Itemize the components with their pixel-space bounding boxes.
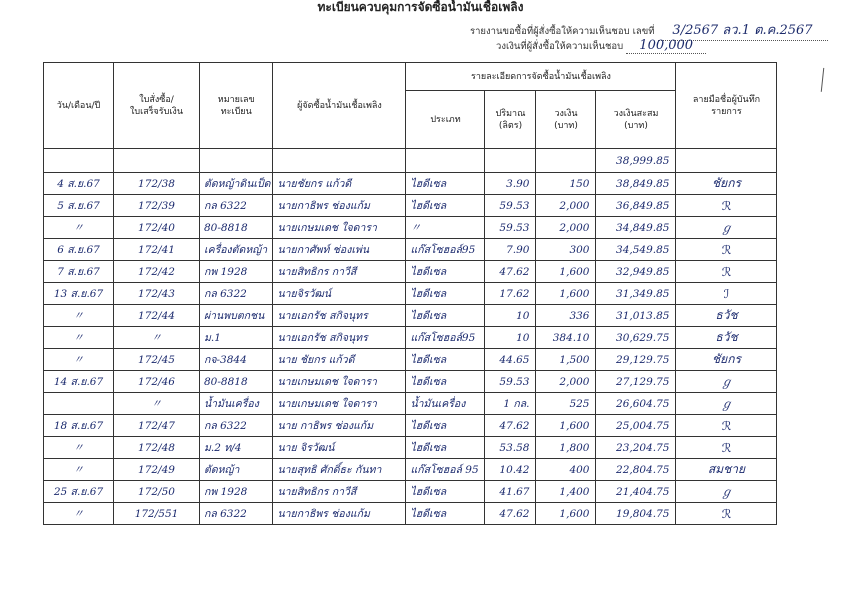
cell-signature: ℛ xyxy=(676,261,777,283)
cell-type: น้ำมันเครื่อง xyxy=(406,393,485,415)
cell-buyer: นายเกษมเดช ใจดารา xyxy=(273,371,406,393)
opening-balance-row xyxy=(44,149,777,173)
cell-signature: ℊ xyxy=(676,371,777,393)
cell-buyer: นายเอกรัช สกิจนุทร xyxy=(273,305,406,327)
cell-signature: ℊ xyxy=(676,481,777,503)
cell-order: 172/47 xyxy=(114,415,200,437)
header-signature-line2: รายการ xyxy=(711,106,742,117)
cell-amount: 1,800 xyxy=(536,437,596,459)
table-row xyxy=(44,415,777,437)
table-row xyxy=(44,481,777,503)
header-order-line1: ใบสั่งซื้อ/ xyxy=(139,94,174,105)
header-qty-line1: ปริมาณ xyxy=(495,108,526,119)
approved-budget-line xyxy=(496,38,706,54)
table-row xyxy=(44,261,777,283)
cell-amount: 1,600 xyxy=(536,283,596,305)
cell-buyer: นายชัยกร แก้วดี xyxy=(273,173,406,195)
cell-signature: ℛ xyxy=(676,415,777,437)
cell-qty: 7.90 xyxy=(485,239,536,261)
header-cumulative-line1: วงเงินสะสม xyxy=(613,108,659,119)
header-detail-group: รายละเอียดการจัดซื้อน้ำมันเชื้อเพลิง xyxy=(406,63,676,91)
cell-signature: ℊ xyxy=(676,393,777,415)
cell-qty: 10.42 xyxy=(485,459,536,481)
cell-amount: 2,000 xyxy=(536,217,596,239)
cell-type: ไฮดีเซล xyxy=(406,261,485,283)
cell-plate: น้ำมันเครื่อง xyxy=(200,393,273,415)
cell-order: 172/48 xyxy=(114,437,200,459)
cell-plate: ม.2 ท/4 xyxy=(200,437,273,459)
cell-qty: 44.65 xyxy=(485,349,536,371)
table-row xyxy=(44,239,777,261)
cell-date: 5 ส.ย.67 xyxy=(44,195,114,217)
header-qty-line2: (ลิตร) xyxy=(498,120,523,131)
cell-order: 172/42 xyxy=(114,261,200,283)
cell-amount: 384.10 xyxy=(536,327,596,349)
cell-qty: 59.53 xyxy=(485,371,536,393)
header-cumulative-line2: (บาท) xyxy=(624,120,648,131)
cell-plate: ตัดหญ้า xyxy=(200,459,273,481)
cell-signature: ℊ xyxy=(676,217,777,239)
approved-budget-label: วงเงินที่ผู้สั่งซื้อให้ความเห็นชอบ xyxy=(496,41,624,52)
cell-type: ไฮดีเซล xyxy=(406,481,485,503)
cell-amount: 1,500 xyxy=(536,349,596,371)
header-date: วัน/เดือน/ปี xyxy=(44,63,114,149)
cell-cumulative: 21,404.75 xyxy=(596,481,676,503)
cell-amount: 1,600 xyxy=(536,503,596,525)
cell-plate: กพ 1928 xyxy=(200,481,273,503)
cell-signature: ℛ xyxy=(676,503,777,525)
cell-cumulative: 31,349.85 xyxy=(596,283,676,305)
cell-plate: กพ 1928 xyxy=(200,261,273,283)
cell-qty: 59.53 xyxy=(485,195,536,217)
cell-buyer: นายเกษมเดช ใจดารา xyxy=(273,217,406,239)
cell-signature: สมชาย xyxy=(676,459,777,481)
cell-signature: ชัยกร xyxy=(676,173,777,195)
cell-date: 7 ส.ย.67 xyxy=(44,261,114,283)
cell-qty: 3.90 xyxy=(485,173,536,195)
table-row xyxy=(44,305,777,327)
cell-amount: 400 xyxy=(536,459,596,481)
cell-plate: กล 6322 xyxy=(200,415,273,437)
header-qty xyxy=(485,91,536,149)
table-row xyxy=(44,371,777,393)
cell-plate: เครื่องตัดหญ้า xyxy=(200,239,273,261)
margin-mark xyxy=(821,68,827,92)
cell-buyer: นายสิทธิกร กาวีสี xyxy=(273,481,406,503)
table-row xyxy=(44,393,777,415)
cell-cumulative: 22,804.75 xyxy=(596,459,676,481)
cell-date: 25 ส.ย.67 xyxy=(44,481,114,503)
cell-plate: กล 6322 xyxy=(200,283,273,305)
header-plate-line1: หมายเลข xyxy=(217,94,255,105)
cell-signature: ℛ xyxy=(676,195,777,217)
cell-amount: 1,600 xyxy=(536,261,596,283)
cell-plate: ตัดหญ้าดินเป็ด xyxy=(200,173,273,195)
header-order xyxy=(114,63,200,149)
cell-type: ไฮดีเซล xyxy=(406,415,485,437)
cell-date: 18 ส.ย.67 xyxy=(44,415,114,437)
cell-type: 〃 xyxy=(406,217,485,239)
cell-date: 13 ส.ย.67 xyxy=(44,283,114,305)
document-title: ทะเบียนควบคุมการจัดซื้อน้ำมันเชื้อเพลิง xyxy=(317,0,524,14)
cell-plate: 80-8818 xyxy=(200,217,273,239)
cell-order: 〃 xyxy=(114,327,200,349)
cell-amount: 2,000 xyxy=(536,195,596,217)
cell-cumulative: 36,849.85 xyxy=(596,195,676,217)
cell-order: 172/45 xyxy=(114,349,200,371)
table-row xyxy=(44,195,777,217)
cell-date: 〃 xyxy=(44,437,114,459)
header-amount-line1: วงเงิน xyxy=(554,108,578,119)
cell-amount: 1,600 xyxy=(536,415,596,437)
cell-type: ไฮดีเซล xyxy=(406,305,485,327)
cell-type: ไฮดีเซล xyxy=(406,437,485,459)
table-row xyxy=(44,283,777,305)
cell-buyer: นาย กาธิพร ช่องแก้ม xyxy=(273,415,406,437)
cell-order: 172/46 xyxy=(114,371,200,393)
cell-amount: 525 xyxy=(536,393,596,415)
cell-type: ไฮดีเซล xyxy=(406,283,485,305)
cell-type: ไฮดีเซล xyxy=(406,195,485,217)
cell-type: ไฮดีเซล xyxy=(406,503,485,525)
cell-qty: 10 xyxy=(485,327,536,349)
header-cumulative xyxy=(596,91,676,149)
cell-order: 172/44 xyxy=(114,305,200,327)
cell-type: แก๊สโซฮอล์ 95 xyxy=(406,459,485,481)
header-order-line2: ใบเสร็จรับเงิน xyxy=(130,106,183,117)
cell-order: 172/43 xyxy=(114,283,200,305)
fuel-register-table xyxy=(43,62,777,525)
cell-cumulative: 38,849.85 xyxy=(596,173,676,195)
cell-signature: ℐ xyxy=(676,283,777,305)
header-plate-line2: ทะเบียน xyxy=(220,106,252,117)
cell-cumulative: 34,549.85 xyxy=(596,239,676,261)
cell-signature: ℛ xyxy=(676,239,777,261)
cell-date: 〃 xyxy=(44,305,114,327)
cell-qty: 17.62 xyxy=(485,283,536,305)
cell-cumulative: 23,204.75 xyxy=(596,437,676,459)
table-row xyxy=(44,459,777,481)
cell-order: 〃 xyxy=(114,393,200,415)
cell-buyer: นายจิรวัฒน์ xyxy=(273,283,406,305)
cell-cumulative: 19,804.75 xyxy=(596,503,676,525)
header-signature xyxy=(676,63,777,149)
cell-amount: 2,000 xyxy=(536,371,596,393)
cell-signature: ℛ xyxy=(676,437,777,459)
cell-signature: ธวัช xyxy=(676,327,777,349)
cell-qty: 47.62 xyxy=(485,415,536,437)
cell-date: 〃 xyxy=(44,503,114,525)
cell-order: 172/551 xyxy=(114,503,200,525)
opening-balance-value: 38,999.85 xyxy=(596,149,676,173)
cell-amount: 150 xyxy=(536,173,596,195)
cell-buyer: นายกาศัพท์ ช่องเพ่น xyxy=(273,239,406,261)
cell-date: 6 ส.ย.67 xyxy=(44,239,114,261)
header-plate xyxy=(200,63,273,149)
report-number-label: รายงานขอซื้อที่ผู้สั่งซื้อให้ความเห็นชอบ เลขที่ xyxy=(470,26,655,37)
cell-type: ไฮดีเซล xyxy=(406,173,485,195)
table-row xyxy=(44,327,777,349)
table-row xyxy=(44,503,777,525)
cell-order: 172/39 xyxy=(114,195,200,217)
cell-buyer: นายสุทธิ ศักดิ์ธะ กันทา xyxy=(273,459,406,481)
cell-qty: 10 xyxy=(485,305,536,327)
cell-date: 〃 xyxy=(44,217,114,239)
cell-plate: กล 6322 xyxy=(200,195,273,217)
cell-qty: 59.53 xyxy=(485,217,536,239)
approved-budget-value: 100,000 xyxy=(626,38,706,54)
cell-plate: ผ่านพบตกชน xyxy=(200,305,273,327)
cell-buyer: นาย ชัยกร แก้วดี xyxy=(273,349,406,371)
cell-signature: ธวัช xyxy=(676,305,777,327)
cell-cumulative: 25,004.75 xyxy=(596,415,676,437)
header-amount xyxy=(536,91,596,149)
cell-buyer: นายกาธิพร ช่องแก้ม xyxy=(273,195,406,217)
cell-cumulative: 26,604.75 xyxy=(596,393,676,415)
cell-order: 172/50 xyxy=(114,481,200,503)
cell-date: 〃 xyxy=(44,459,114,481)
cell-date xyxy=(44,393,114,415)
cell-date: 4 ส.ย.67 xyxy=(44,173,114,195)
cell-type: แก๊สโซฮอล์95 xyxy=(406,327,485,349)
header-buyer: ผู้จัดซื้อน้ำมันเชื้อเพลิง xyxy=(273,63,406,149)
cell-buyer: นาย จิรวัฒน์ xyxy=(273,437,406,459)
cell-plate: กจ-3844 xyxy=(200,349,273,371)
table-row xyxy=(44,349,777,371)
cell-buyer: นายสิทธิกร กาวีสี xyxy=(273,261,406,283)
cell-amount: 300 xyxy=(536,239,596,261)
cell-date: 〃 xyxy=(44,349,114,371)
cell-date: 14 ส.ย.67 xyxy=(44,371,114,393)
cell-cumulative: 27,129.75 xyxy=(596,371,676,393)
cell-plate: กล 6322 xyxy=(200,503,273,525)
cell-cumulative: 30,629.75 xyxy=(596,327,676,349)
cell-buyer: นายเอกรัช สกิจนุทร xyxy=(273,327,406,349)
cell-cumulative: 32,949.85 xyxy=(596,261,676,283)
header-type: ประเภท xyxy=(406,91,485,149)
header-amount-line2: (บาท) xyxy=(554,120,578,131)
cell-type: ไฮดีเซล xyxy=(406,371,485,393)
cell-cumulative: 34,849.85 xyxy=(596,217,676,239)
cell-buyer: นายเกษมเดช ใจดารา xyxy=(273,393,406,415)
cell-order: 172/40 xyxy=(114,217,200,239)
report-number-value: 3/2567 ลว.1 ต.ค.2567 xyxy=(658,19,828,41)
cell-order: 172/49 xyxy=(114,459,200,481)
cell-plate: ม.1 xyxy=(200,327,273,349)
cell-type: แก๊สโซฮอล์95 xyxy=(406,239,485,261)
table-row xyxy=(44,217,777,239)
cell-amount: 1,400 xyxy=(536,481,596,503)
cell-order: 172/41 xyxy=(114,239,200,261)
table-row xyxy=(44,437,777,459)
table-row xyxy=(44,173,777,195)
cell-cumulative: 29,129.75 xyxy=(596,349,676,371)
cell-qty: 41.67 xyxy=(485,481,536,503)
cell-amount: 336 xyxy=(536,305,596,327)
cell-order: 172/38 xyxy=(114,173,200,195)
cell-signature: ชัยกร xyxy=(676,349,777,371)
cell-cumulative: 31,013.85 xyxy=(596,305,676,327)
cell-date: 〃 xyxy=(44,327,114,349)
cell-type: ไฮดีเซล xyxy=(406,349,485,371)
cell-buyer: นายกาธิพร ช่องแก้ม xyxy=(273,503,406,525)
cell-qty: 1 กล. xyxy=(485,393,536,415)
cell-plate: 80-8818 xyxy=(200,371,273,393)
header-signature-line1: ลายมือชื่อผู้บันทึก xyxy=(692,94,761,105)
cell-qty: 47.62 xyxy=(485,503,536,525)
cell-qty: 53.58 xyxy=(485,437,536,459)
cell-qty: 47.62 xyxy=(485,261,536,283)
table-body xyxy=(44,149,777,525)
